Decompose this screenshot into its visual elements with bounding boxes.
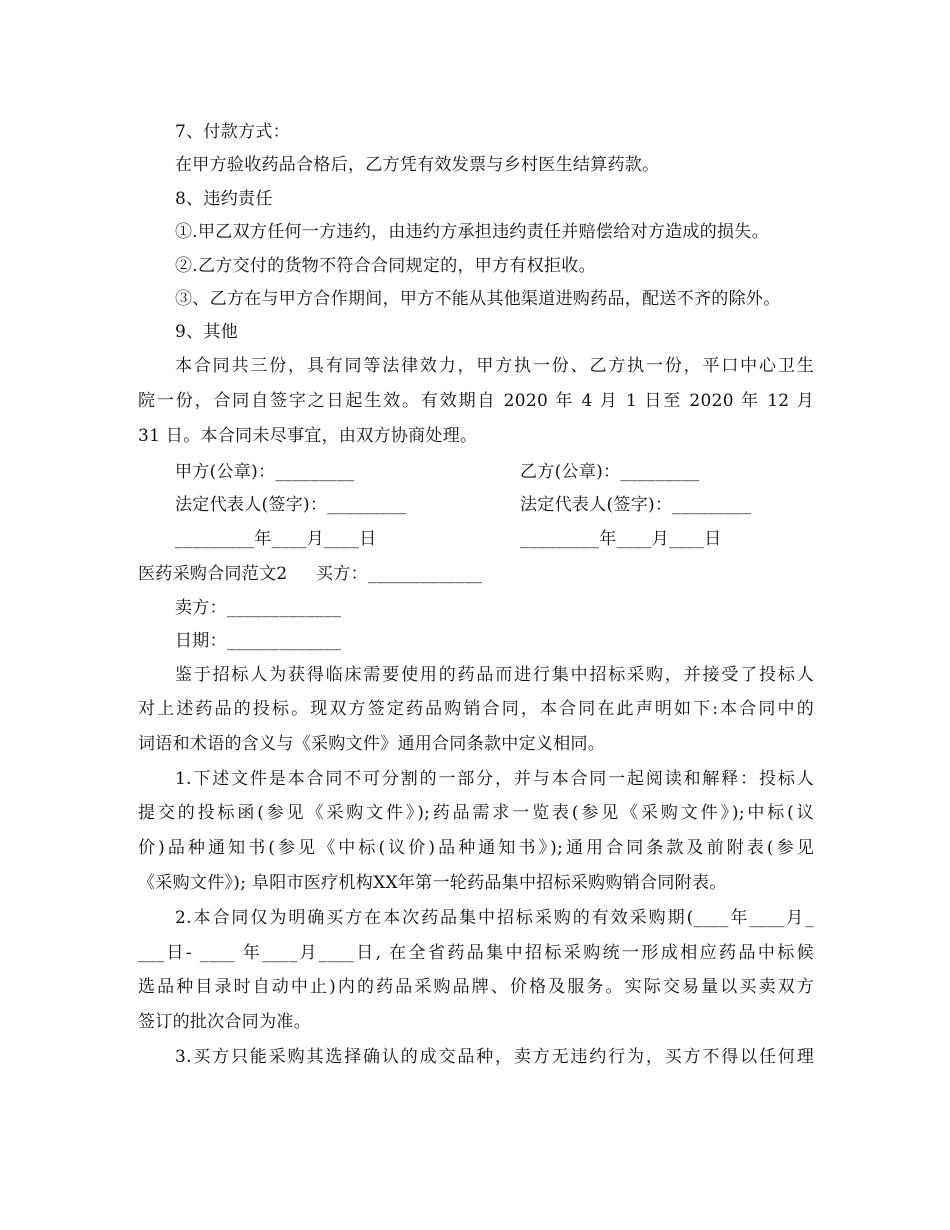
clause-8-item-1: ①.甲乙双方任何一方违约，由违约方承担违约责任并赔偿给对方造成的损失。 (175, 222, 769, 242)
clause-7-heading: 7、付款方式： (175, 122, 290, 142)
party-b-seal: 乙方(公章)：_________ (520, 462, 700, 482)
paragraph-line: 院一份，合同自签字之日起生效。有效期自 2020 年 4 月 1 日至 2020 年 12 月 (138, 391, 814, 411)
party-a-representative: 法定代表人(签字)：_________ (175, 495, 407, 515)
template-2-title-buyer: 医药采购合同范文2 买方：_____________ (138, 564, 483, 584)
clause-8-heading: 8、违约责任 (175, 189, 273, 209)
clause-3-line: 3.买方只能采购其选择确认的成交品种，卖方无违约行为，买方不得以任何理 (175, 1047, 814, 1067)
clause-1-line: 价)品种通知书(参见《中标(议价)品种通知书》);通用合同条款及前附表(参见 (138, 838, 814, 858)
clause-2-line: 2.本合同仅为明确买方在本次药品集中招标采购的有效采购期(____年____月_ (175, 908, 814, 928)
clause-7-text: 在甲方验收药品合格后，乙方凭有效发票与乡村医生结算药款。 (175, 155, 660, 175)
paragraph-line: 鉴于招标人为获得临床需要使用的药品而进行集中招标采购，并接受了投标人 (175, 665, 814, 685)
party-a-date: _________年____月____日 (175, 529, 377, 549)
clause-1-line: 《采购文件》); 阜阳市医疗机构XX年第一轮药品集中招标采购购销合同附表。 (138, 873, 727, 893)
paragraph-line: 词语和术语的含义与《采购文件》通用合同条款中定义相同。 (138, 734, 606, 754)
party-b-representative: 法定代表人(签字)：_________ (520, 495, 752, 515)
clause-1-line: 1.下述文件是本合同不可分割的一部分，并与本合同一起阅读和解释：投标人 (175, 769, 814, 789)
party-b-date: _________年____月____日 (520, 529, 722, 549)
paragraph-line: 本合同共三份，具有同等法律效力，甲方执一份、乙方执一份，平口中心卫生 (175, 356, 814, 376)
clause-2-line: 签订的批次合同为准。 (138, 1012, 311, 1032)
paragraph-line: 对上述药品的投标。现双方签定药品购销合同，本合同在此声明如下:本合同中的 (138, 699, 814, 719)
seller-line: 卖方：_____________ (175, 598, 342, 618)
clause-1-line: 提交的投标函(参见《采购文件》);药品需求一览表(参见《采购文件》);中标(议 (138, 803, 814, 823)
clause-9-heading: 9、其他 (175, 322, 239, 342)
party-a-seal: 甲方(公章)：_________ (175, 462, 355, 482)
clause-2-line: ___日- ____ 年____月____日, 在全省药品集中招标采购统一形成相应药品中标候 (138, 943, 814, 963)
clause-8-item-3: ③、乙方在与甲方合作期间，甲方不能从其他渠道进购药品，配送不齐的除外。 (175, 289, 781, 309)
paragraph-line: 31 日。本合同未尽事宜，由双方协商处理。 (138, 426, 478, 446)
clause-8-item-2: ②.乙方交付的货物不符合合同规定的，甲方有权拒收。 (175, 256, 596, 276)
clause-2-line: 选品种目录时自动中止)内的药品采购品牌、价格及服务。实际交易量以买卖双方 (138, 977, 814, 997)
date-line: 日期：_____________ (175, 631, 342, 651)
